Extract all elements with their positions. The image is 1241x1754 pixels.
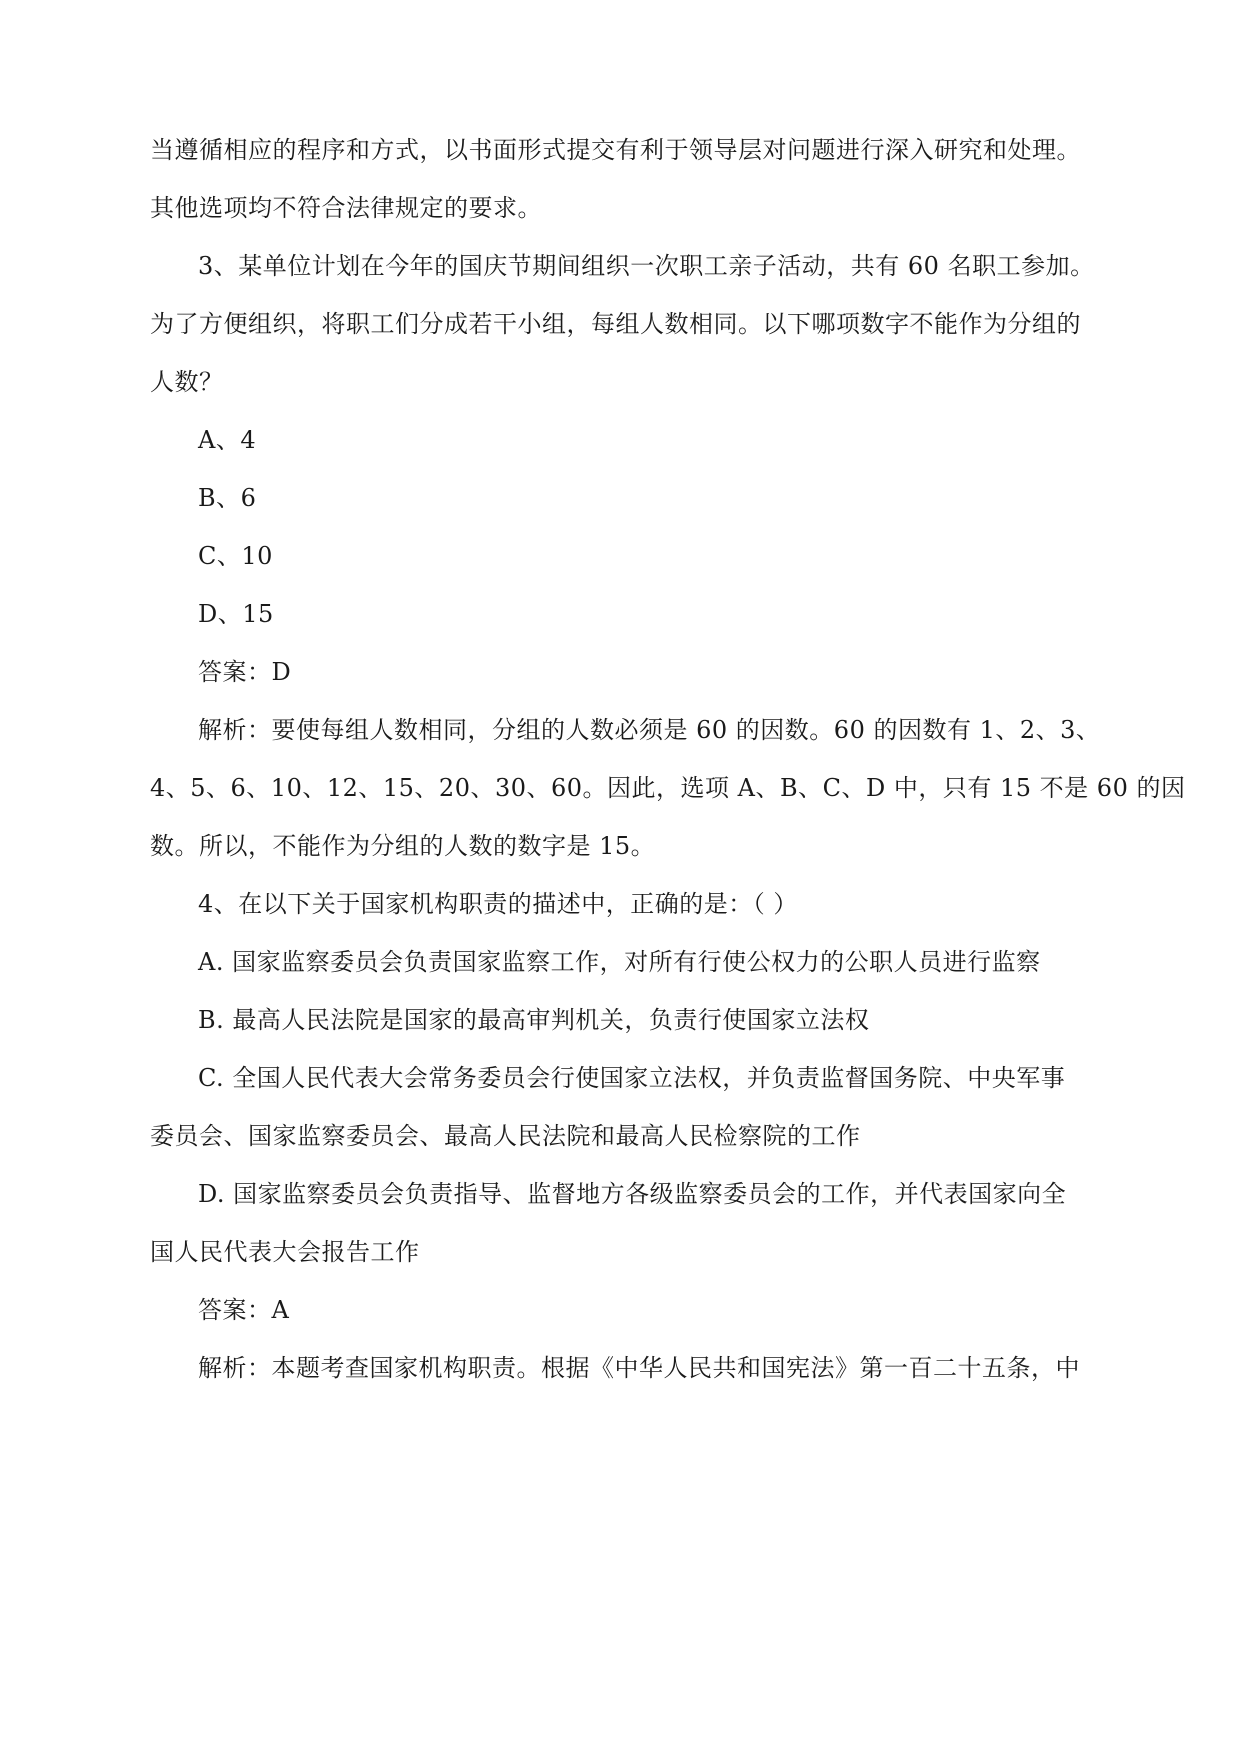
- question-3-stem: 人数？: [150, 368, 224, 396]
- question-3-option-c: C、10: [198, 542, 273, 570]
- question-3-stem: 3、某单位计划在今年的国庆节期间组织一次职工亲子活动，共有 60 名职工参加。: [198, 252, 1095, 280]
- question-4-analysis: 解析：本题考查国家机构职责。根据《中华人民共和国宪法》第一百二十五条，中: [198, 1354, 1080, 1382]
- question-4-option-c: C. 全国人民代表大会常务委员会行使国家立法权，并负责监督国务院、中央军事: [198, 1064, 1066, 1092]
- paragraph-line: 当遵循相应的程序和方式，以书面形式提交有利于领导层对问题进行深入研究和处理。: [150, 136, 1081, 164]
- question-4-option-d: D. 国家监察委员会负责指导、监督地方各级监察委员会的工作，并代表国家向全: [198, 1180, 1067, 1208]
- question-3-option-d: D、15: [198, 600, 274, 628]
- question-3-analysis: 4、5、6、10、12、15、20、30、60。因此，选项 A、B、C、D 中，只有 15 不是 60 的因: [150, 774, 1186, 802]
- question-3-answer: 答案：D: [198, 658, 292, 686]
- paragraph-line: 其他选项均不符合法律规定的要求。: [150, 194, 542, 222]
- question-4-answer: 答案：A: [198, 1296, 290, 1324]
- question-3-option-a: A、4: [198, 426, 257, 454]
- question-4-option-b: B. 最高人民法院是国家的最高审判机关，负责行使国家立法权: [198, 1006, 870, 1034]
- question-3-analysis: 数。所以，不能作为分组的人数的数字是 15。: [150, 832, 656, 860]
- question-3-stem: 为了方便组织，将职工们分成若干小组，每组人数相同。以下哪项数字不能作为分组的: [150, 310, 1081, 338]
- question-4-option-c: 委员会、国家监察委员会、最高人民法院和最高人民检察院的工作: [150, 1122, 861, 1150]
- question-3-option-b: B、6: [198, 484, 257, 512]
- question-4-option-a: A. 国家监察委员会负责国家监察工作，对所有行使公权力的公职人员进行监察: [198, 948, 1041, 976]
- question-4-stem: 4、在以下关于国家机构职责的描述中，正确的是：（ ）: [198, 890, 798, 918]
- question-4-option-d: 国人民代表大会报告工作: [150, 1238, 420, 1266]
- question-3-analysis: 解析：要使每组人数相同，分组的人数必须是 60 的因数。60 的因数有 1、2、3、: [198, 716, 1101, 744]
